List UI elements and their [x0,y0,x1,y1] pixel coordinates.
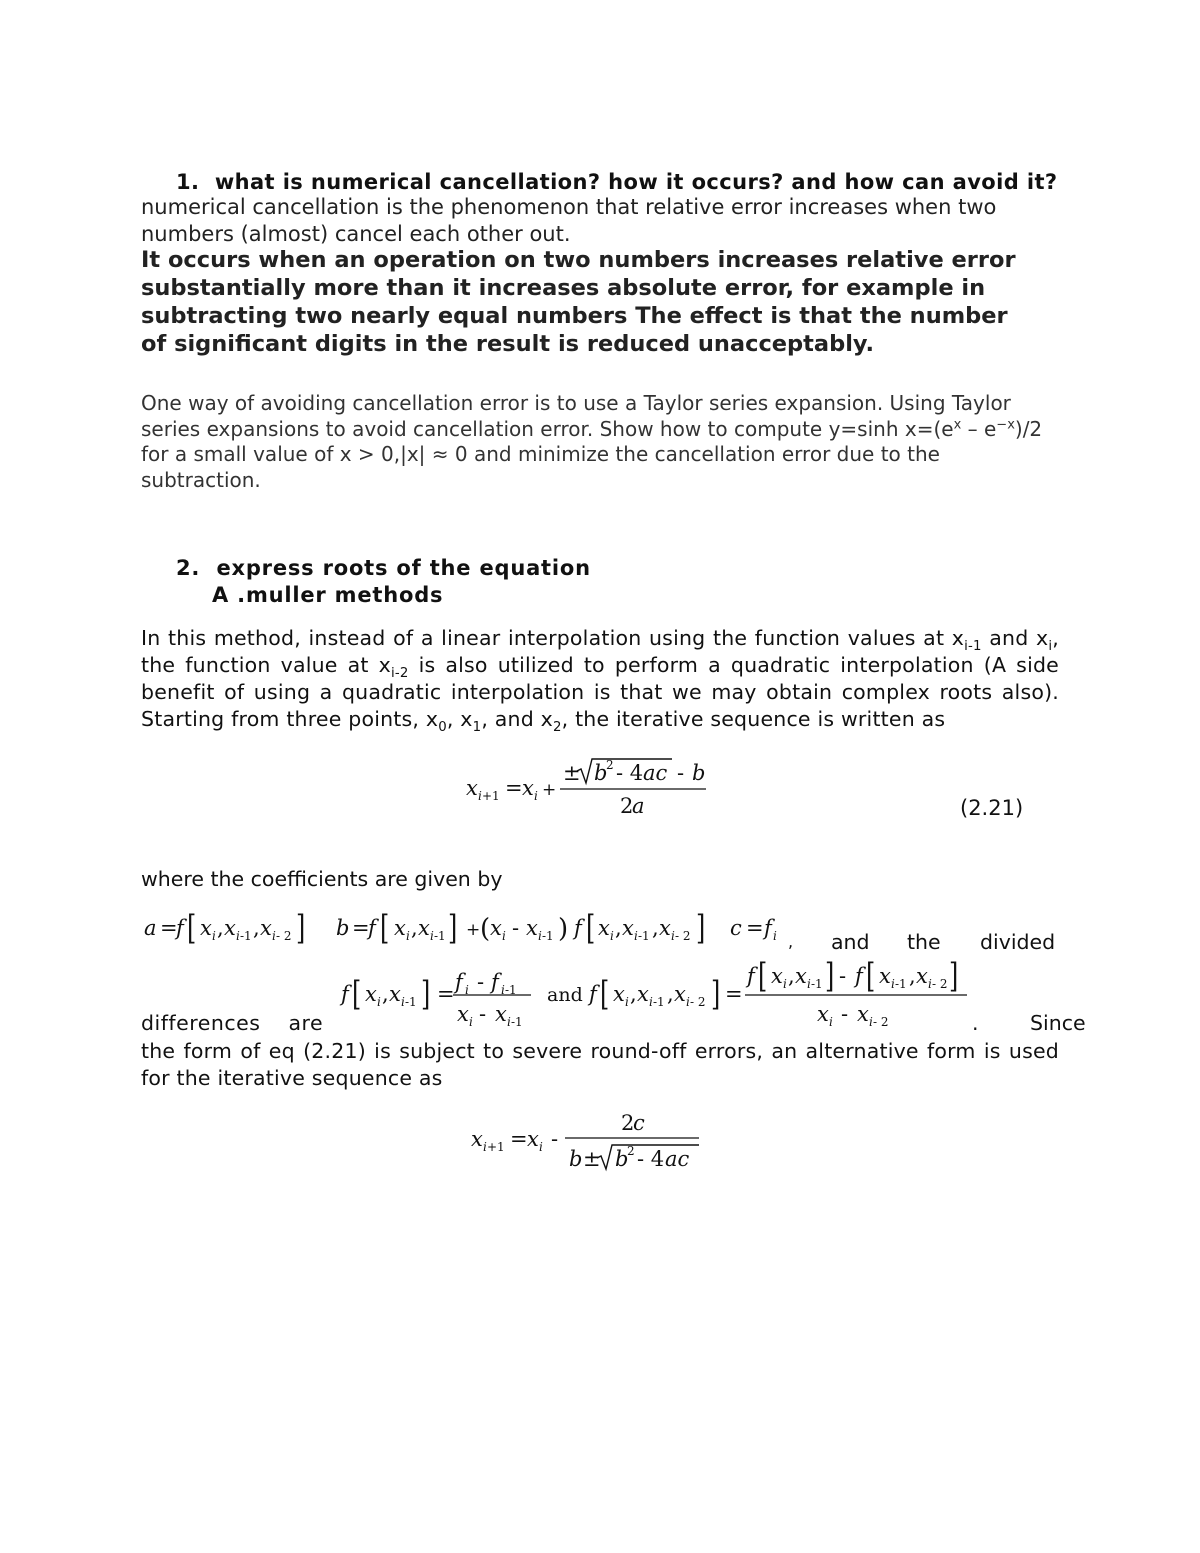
svg-text:-1: -1 [434,929,446,943]
muller-text: , the iterative sequence is written as [561,707,946,731]
svg-text:i: i [406,929,410,943]
svg-text:±: ± [583,1147,601,1171]
svg-text:i: i [891,977,895,991]
svg-text:2: 2 [606,758,614,772]
svg-text:,: , [667,982,674,1006]
svg-text:=: = [746,916,764,940]
svg-text:f: f [747,964,755,988]
svg-text:,: , [652,916,659,940]
cancellation-definition: numerical cancellation is the phenomenon that relative error increases when two numbers (almost) cancel each other out. [141,195,997,246]
svg-text:]: ] [949,955,959,996]
svg-text:- 2: - 2 [690,995,706,1009]
svg-text:c: c [730,916,742,940]
svg-text:2: 2 [627,1144,635,1158]
svg-text:x: x [527,1127,539,1151]
question-2-text: express roots of the equation [216,556,591,580]
svg-text:ac: ac [643,761,668,785]
exp-neg-x: −x [996,416,1015,432]
svg-text:x: x [857,1002,869,1026]
muller-formula-equation [460,755,720,820]
svg-text:i: i [610,929,614,943]
svg-text:-: - [839,964,847,988]
subscript: 2 [552,720,562,736]
svg-text:-: - [841,1002,849,1026]
coefficients-comma: , [788,932,794,950]
svg-text:x: x [637,982,649,1006]
svg-text:f: f [341,982,349,1006]
divided-differences-formula [335,955,975,1033]
question-2-heading [176,556,591,580]
svg-text:,: , [382,982,389,1006]
svg-text:-1: -1 [638,929,650,943]
svg-text:[: [ [758,955,768,996]
svg-text:i: i [501,983,505,997]
subscript: i-1 [964,639,982,655]
muller-subheading: A .muller methods [212,583,444,607]
svg-text:,: , [909,964,916,988]
svg-text:]: ] [825,955,835,996]
svg-text:i: i [507,1015,511,1029]
svg-text:,: , [788,964,795,988]
subscript: i [1048,639,1053,655]
svg-text:i: i [869,1015,873,1029]
svg-text:x: x [495,1002,507,1026]
muller-text: and x [981,626,1049,650]
subscript: 0 [438,720,447,736]
svg-text:i: i [483,1140,487,1154]
svg-text:x: x [916,964,928,988]
svg-text:-: - [677,761,685,785]
svg-text:i: i [928,977,932,991]
svg-text:a: a [632,794,645,818]
svg-text:i: i [534,789,538,803]
svg-text:c: c [633,1111,645,1135]
svg-text:- 4: - 4 [637,1147,665,1171]
svg-text:f: f [574,916,582,940]
exp-x: x [953,416,962,432]
svg-text:-1: -1 [542,929,554,943]
svg-text:x: x [522,776,534,800]
svg-text:x: x [771,964,783,988]
muller-text: is also utilized to perform a quadratic interpolation (A side benefit of using a quadratic interpolation is that we may obtain complex roots also). Starting from three points, x [141,653,1059,731]
svg-text:]: ] [448,907,458,948]
svg-text:x: x [471,1127,483,1151]
svg-text:i: i [236,929,240,943]
svg-text:=: = [510,1127,528,1151]
svg-text:x: x [622,916,634,940]
word-since: Since [1030,1011,1086,1035]
svg-text:[: [ [600,973,610,1014]
svg-text:): ) [558,914,569,944]
svg-text:x: x [613,982,625,1006]
svg-text:x: x [457,1002,469,1026]
svg-text:[: [ [187,907,197,948]
svg-text:f: f [589,982,597,1006]
svg-text:b: b [569,1147,583,1171]
svg-text:i: i [502,929,506,943]
taylor-avoidance-paragraph [141,391,1051,493]
svg-text:-: - [512,916,520,940]
svg-text:- 2: - 2 [675,929,691,943]
svg-text:-1: -1 [505,983,517,997]
svg-text:x: x [389,982,401,1006]
svg-text:i: i [807,977,811,991]
svg-text:x: x [674,982,686,1006]
svg-text:-1: -1 [895,977,907,991]
svg-text:- 2: - 2 [932,977,948,991]
svg-text:i: i [686,995,690,1009]
svg-text:i: i [465,983,469,997]
svg-text:i: i [773,929,777,943]
svg-text:=: = [505,776,523,800]
svg-text:i: i [634,929,638,943]
svg-text:x: x [394,916,406,940]
svg-text:x: x [817,1002,829,1026]
taylor-text-3: )/2 for a small value of x > 0,|x| ≈ 0 and minimize the cancellation error due to the subtraction. [141,416,1043,492]
taylor-text-2: – e [961,416,997,441]
svg-text:x: x [795,964,807,988]
svg-text:-1: -1 [653,995,665,1009]
alternative-form-paragraph: the form of eq (2.21) is subject to severe round-off errors, an alternative form is used for the iterative sequence as [141,1039,1059,1090]
word-differences: differences [141,1011,261,1035]
svg-text:]: ] [421,973,431,1014]
svg-text:b: b [336,916,350,940]
svg-text:x: x [200,916,212,940]
svg-text:f: f [855,964,863,988]
svg-text:-1: -1 [405,995,417,1009]
word-and: and [831,930,870,954]
svg-text:f: f [368,916,376,940]
muller-paragraph [141,625,1059,736]
svg-text:f: f [176,916,184,940]
svg-text:[: [ [352,973,362,1014]
subscript: 1 [472,720,482,736]
svg-text:x: x [260,916,272,940]
muller-text: , the function value at x [141,626,1059,677]
svg-text:i: i [625,995,629,1009]
svg-text:f: f [491,970,499,994]
svg-text:b: b [615,1147,629,1171]
svg-text:x: x [224,916,236,940]
svg-text:+1: +1 [482,789,500,803]
svg-text:ac: ac [665,1147,690,1171]
svg-text:2: 2 [620,794,634,818]
svg-text:+: + [542,780,557,800]
svg-text:±: ± [563,761,581,785]
svg-text:i: i [539,1140,543,1154]
svg-text:i: i [649,995,653,1009]
svg-text:x: x [598,916,610,940]
svg-text:+: + [466,920,481,940]
svg-text:x: x [418,916,430,940]
word-are: are [288,1011,324,1035]
svg-text:=: = [725,982,743,1006]
svg-text:i: i [272,929,276,943]
svg-text:i: i [401,995,405,1009]
svg-text:+1: +1 [487,1140,505,1154]
svg-text:x: x [365,982,377,1006]
subscript: i-2 [391,666,409,682]
coefficients-formula [140,905,800,950]
svg-text:a: a [144,916,157,940]
taylor-text-1: One way of avoiding cancellation error is to use a Taylor series expansion. Using Taylor series expansions to avoid cancellation error. Show how to compute y=sinh x=(e [141,391,1011,441]
sentence-dot: . [972,1011,979,1035]
svg-text:i: i [538,929,542,943]
svg-text:i: i [478,789,482,803]
word-divided: divided [980,930,1056,954]
svg-text:-1: -1 [511,1015,523,1029]
svg-text:]: ] [711,973,721,1014]
svg-text:[: [ [866,955,876,996]
svg-text:-: - [479,1002,487,1026]
svg-text:i: i [783,977,787,991]
svg-text:,: , [253,916,260,940]
svg-text:i: i [671,929,675,943]
svg-text:=: = [352,916,370,940]
equation-number: (2.21) [960,796,1024,820]
differences-are-text [141,1011,323,1035]
question-1-heading [176,170,1058,194]
word-the: the [907,930,941,954]
formula-and-word: and [547,984,583,1006]
svg-text:- 4: - 4 [616,761,644,785]
svg-text:,: , [411,916,418,940]
svg-text:]: ] [696,907,706,948]
svg-text:(: ( [480,914,491,944]
coefficients-intro: where the coefficients are given by [141,867,503,891]
svg-text:b: b [594,761,608,785]
svg-text:x: x [490,916,502,940]
svg-text:-: - [477,970,485,994]
svg-text:2: 2 [621,1111,635,1135]
svg-text:i: i [469,1015,473,1029]
svg-text:-: - [551,1127,559,1151]
svg-text:=: = [160,916,178,940]
muller-text: In this method, instead of a linear interpolation using the function values at x [141,626,965,650]
svg-text:b: b [692,761,706,785]
question-1-text: what is numerical cancellation? how it occurs? and how can avoid it? [214,170,1058,194]
svg-text:]: ] [296,907,306,948]
svg-text:x: x [466,776,478,800]
svg-text:=: = [437,982,455,1006]
svg-text:-1: -1 [811,977,823,991]
svg-text:x: x [659,916,671,940]
question-2-number: 2. [176,556,201,580]
svg-text:[: [ [586,907,596,948]
alternative-muller-formula [465,1108,710,1178]
svg-text:,: , [615,916,622,940]
svg-text:- 2: - 2 [276,929,292,943]
svg-text:f: f [764,916,772,940]
svg-text:,: , [217,916,224,940]
svg-text:-1: -1 [240,929,252,943]
svg-text:i: i [430,929,434,943]
svg-text:x: x [879,964,891,988]
svg-text:[: [ [380,907,390,948]
muller-text: , and x [481,707,553,731]
svg-text:i: i [212,929,216,943]
svg-text:i: i [377,995,381,1009]
svg-text:,: , [630,982,637,1006]
muller-text: , x [446,707,473,731]
question-1-number: 1. [176,170,200,194]
svg-text:f: f [455,970,463,994]
cancellation-occurrence: It occurs when an operation on two numbers increases relative error substantially more than it increases absolute error, for example in subtracting two nearly equal numbers The effect is that the number of significant digits in the result is reduced unacceptably. [141,247,1016,357]
svg-text:- 2: - 2 [873,1015,889,1029]
svg-text:x: x [526,916,538,940]
svg-text:i: i [829,1015,833,1029]
